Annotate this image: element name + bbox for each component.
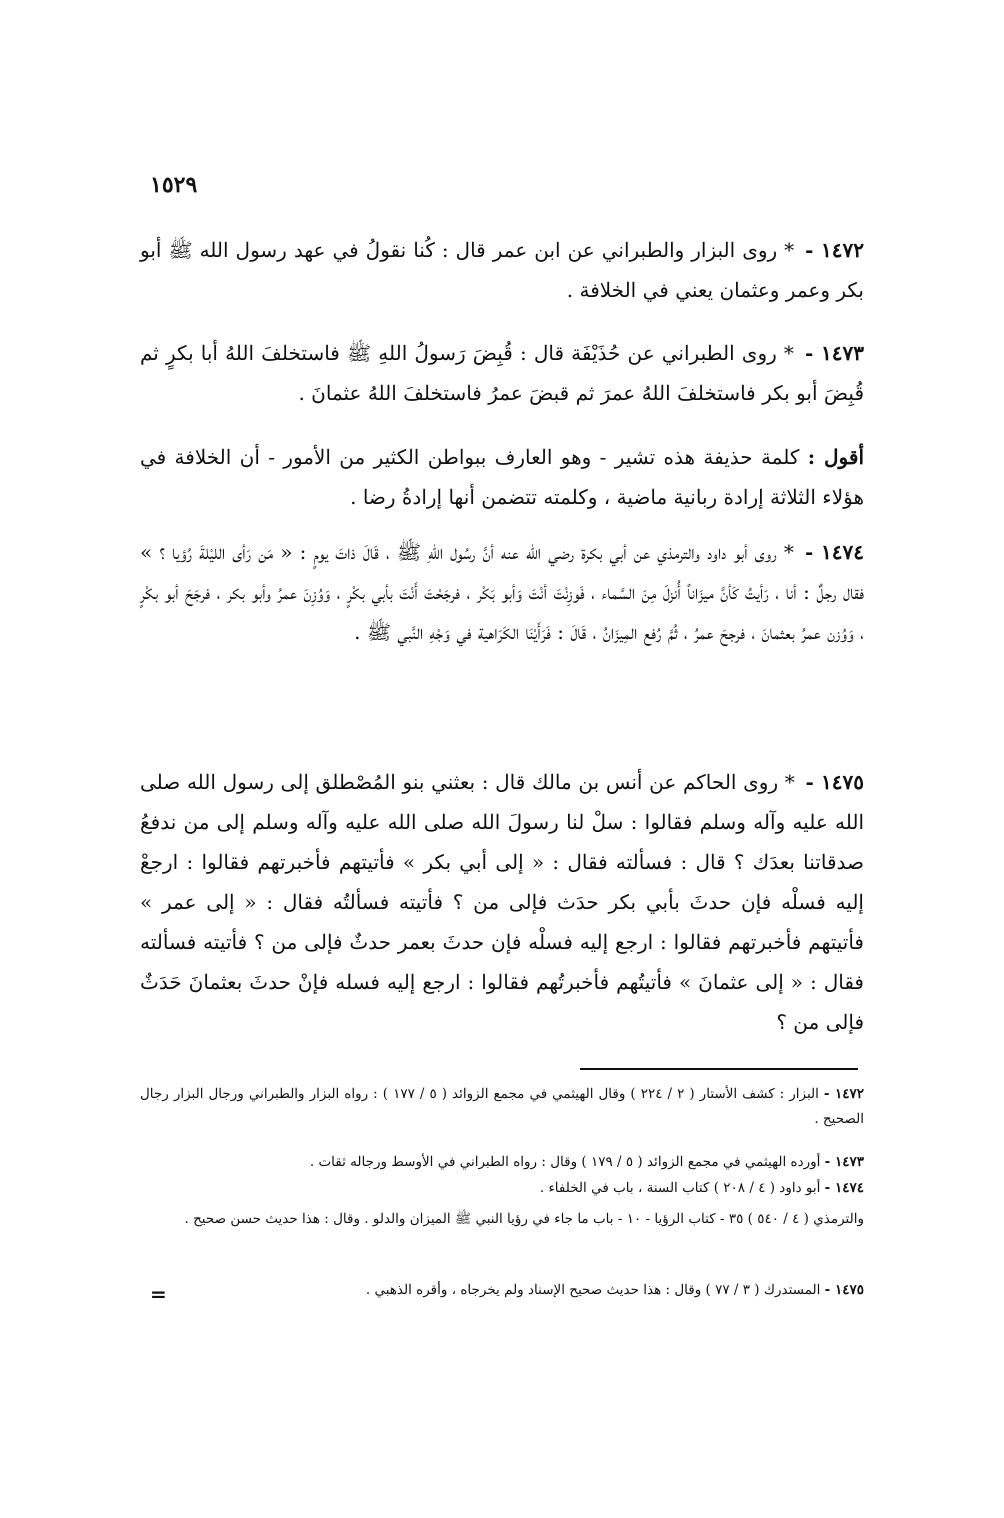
footnote-text: البزار : كشف الأستار ( ٢ / ٢٢٤ ) وقال الهيثمي في مجمع الزوائد ( ٥ / ١٧٧ ) : رواه البزار والطبراني ورجال البزار رجال الصحيح . — [140, 1086, 864, 1127]
hadith-text: * روى الطبراني عن حُذَيْفَة قال : قُبِضَ رَسولُ اللهِ ﷺ فاستخلفَ اللهُ أبا بكرٍ ثم قُبِضَ أبو بكر فاستخلفَ اللهُ عمرَ ثم قبضَ عمرُ فاستخلفَ اللهُ عثمانَ . — [140, 341, 864, 405]
footnote-number: ١٤٧٥ - — [824, 1282, 864, 1298]
footnote-1473 — [140, 1150, 864, 1175]
footnote-text: المستدرك ( ٣ / ٧٧ ) وقال : هذا حديث صحيح الإسناد ولم يخرجاه ، وأقره الذهبي . — [365, 1282, 821, 1298]
comment-lead: أقول : — [807, 445, 864, 469]
hadith-number: ١٤٧٥ - — [805, 770, 864, 794]
footnote-number: ١٤٧٣ - — [824, 1154, 864, 1170]
footnote-text: أورده الهيثمي في مجمع الزوائد ( ٥ / ١٧٩ ) وقال : رواه الطبراني في الأوسط ورجاله ثقات . — [309, 1154, 821, 1170]
hadith-text: * روى أبو داود والترمذي عن أبي بكرة رضي الله عنه أنَّ رسُول اللهِ ﷺ ، قَالَ ذاتَ يومٍ : « مَن رَأى الليْلةَ رُؤيا ؟ » فقال رجلٌ : أنا ، رَأيتُ كَأنَّ ميزَاناً أُنزلَ مِنَ السَّماء ، فَوزِنْتَ أنْتَ وَأبو بَكْر ، فرجَحْتَ أَنْتَ بأبي بكْرٍ ، وَوُزِنَ عمرُ وأبو بكر ، فرجَحَ أبو بكْرٍ ، وَوُزن عمرُ بعثمانَ ، فرجحَ عمرُ ، ثُمَّ رُفع المِيزَانُ ، قَالَ : فَرَأَيْنَا الكَرَاهية في وَجْهِ النَّبي ﷺ . — [140, 540, 864, 644]
hadith-1475 — [140, 762, 864, 1042]
hadith-1472 — [140, 230, 864, 310]
page-number: ١٥٢٩ — [150, 172, 198, 198]
footnote-1474 — [140, 1176, 864, 1201]
comment-text: كلمة حذيفة هذه تشير - وهو العارف ببواطن الكثير من الأمور - أن الخلافة في هؤلاء الثلاثة إرادة ربانية ماضية ، وكلمته تتضمن أنها إرادةُ رضا . — [140, 445, 864, 509]
footnote-1472 — [140, 1082, 864, 1132]
hadith-number: ١٤٧٢ - — [805, 238, 864, 262]
hadith-text: * روى البزار والطبراني عن ابن عمر قال : كُنا نقولُ في عهد رسول الله ﷺ أبو بكر وعمر وعثمان يعني في الخلافة . — [140, 238, 864, 302]
footnote-1475 — [140, 1278, 864, 1303]
hadith-number: ١٤٧٣ - — [805, 341, 865, 365]
footnote-text: أبو داود ( ٤ / ٢٠٨ ) كتاب السنة ، باب في الخلفاء . — [539, 1180, 821, 1196]
author-comment — [140, 437, 864, 517]
footnote-1474-tirmidhi — [140, 1207, 864, 1232]
hadith-1473 — [140, 333, 864, 413]
footnote-number: ١٤٧٢ - — [823, 1086, 864, 1102]
footnote-text: والترمذي ( ٤ / ٥٤٠ ) ٣٥ - كتاب الرؤيا - ١٠ - باب ما جاء في رؤيا النبي ﷺ الميزان والدلو . وقال : هذا حديث حسن صحيح . — [184, 1211, 864, 1227]
footnote-number: ١٤٧٤ - — [824, 1180, 864, 1196]
hadith-number: ١٤٧٤ - — [805, 540, 865, 564]
hadith-text: * روى الحاكم عن أنس بن مالك قال : بعثني بنو المُصْطلق إلى رسول الله صلى الله عليه وآله وسلم فقالوا : سلْ لنا رسولَ الله صلى الله عليه وآله وسلم إلى من ندفعُ صدقاتنا بعدَك ؟ قال : فسألته فقال : « إلى أبي بكر » فأتيتهم فأخبرتهم فقالوا : ارجعْ إليه فسلْه فإن حدثَ بأبي بكر حدَث فإلى من ؟ فأتيته فسألتُه فقال : « إلى عمر » فأتيتهم فأخبرتهم فقالوا : ارجع إليه فسلْه فإن حدثَ بعمر حدثٌ فإلى من ؟ فأتيته فسألته فقال : « إلى عثمانَ » فأتيتُهم فأخبرتُهم فقالوا : ارجع إليه فسله فإنْ حدثَ بعثمانَ حَدَثٌ فإلى من ؟ — [140, 770, 865, 1034]
footnote-divider — [580, 1068, 858, 1070]
hadith-1474 — [140, 532, 864, 652]
continuation-mark: = — [150, 1282, 167, 1306]
